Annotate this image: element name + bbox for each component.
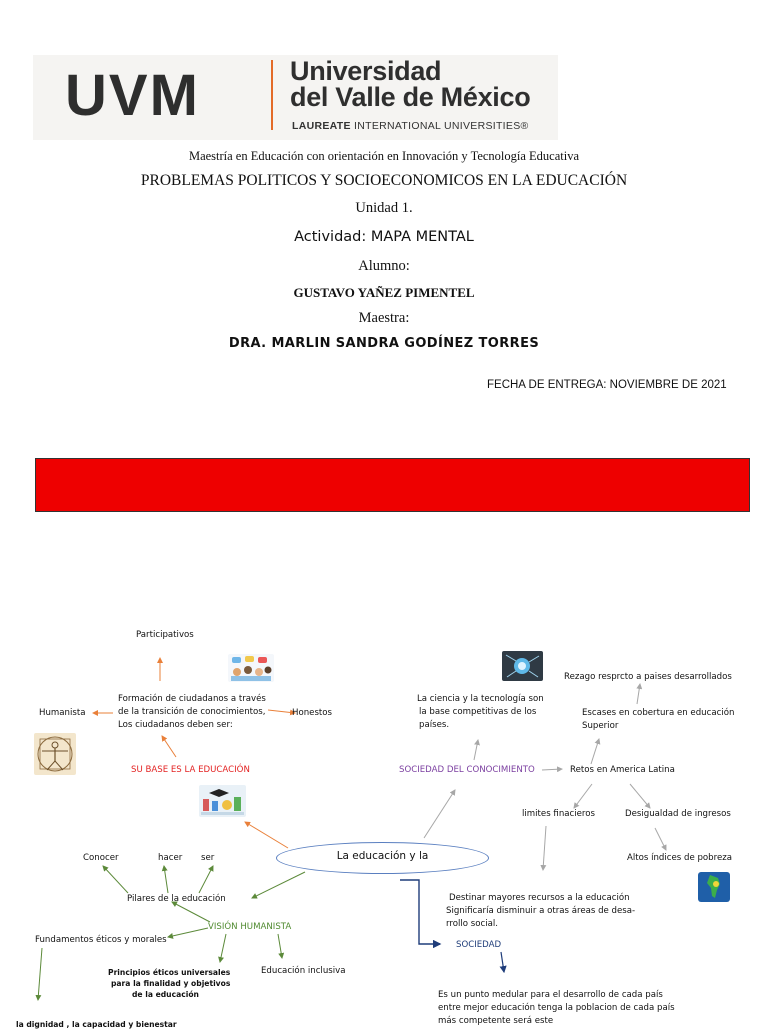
student-name: GUSTAVO YAÑEZ PIMENTEL [293, 285, 475, 300]
logo-name-line1: Universidad [290, 56, 442, 86]
node-pobreza: Altos índices de pobreza [627, 853, 733, 863]
logo-tagline-bold: LAUREATE [292, 120, 351, 132]
course-title: PROBLEMAS POLITICOS Y SOCIOECONOMICOS EN LA EDUCACIÓN [140, 172, 628, 189]
latin-america-map-image [698, 872, 730, 902]
node-principios-line1: Principios éticos universales [108, 968, 231, 977]
node-sociedad: SOCIEDAD [456, 940, 502, 950]
node-escases-line1: Escases en cobertura en educación [582, 708, 735, 718]
node-educacion-inclusiva: Educación inclusiva [261, 966, 346, 976]
node-destinar-line1: Destinar mayores recursos a la educación [449, 893, 630, 903]
node-escases-line2: Superior [582, 721, 619, 731]
logo-name-line2: del Valle de México [290, 82, 531, 112]
due-date: FECHA DE ENTREGA: NOVIEMBRE DE 2021 [487, 379, 727, 391]
node-humanista: Humanista [39, 708, 86, 718]
vitruvian-man-image [34, 733, 76, 775]
node-vision-humanista: VISIÓN HUMANISTA [208, 922, 292, 932]
logo-tagline-rest: INTERNATIONAL UNIVERSITIES® [354, 120, 529, 132]
node-su-base: SU BASE ES LA EDUCACIÓN [131, 765, 250, 775]
node-formacion-line2: de la transición de conocimientos, [118, 707, 266, 717]
node-medular-line3: más competente será este [438, 1016, 554, 1026]
node-desigualdad: Desigualdad de ingresos [625, 809, 731, 819]
node-ciencia-line1: La ciencia y la tecnología son [417, 694, 544, 704]
node-principios-line3: de la educación [132, 990, 199, 999]
node-rezago: Rezago resprcto a paises desarrollados [564, 672, 732, 682]
student-label: Alumno: [358, 258, 410, 274]
center-node-label: La educación y la [336, 850, 429, 862]
node-ser: ser [201, 853, 215, 863]
technology-image [502, 651, 543, 681]
node-honestos: Honestos [292, 708, 333, 718]
uvm-logo-mark: UVM [65, 63, 200, 128]
node-pilares: Pilares de la educación [127, 894, 226, 904]
node-principios-line2: para la finalidad y objetivos [111, 979, 231, 988]
unit-label: Unidad 1. [355, 200, 413, 216]
node-conocer: Conocer [83, 853, 119, 863]
activity-title: Actividad: MAPA MENTAL [294, 229, 474, 245]
node-destinar-line3: rrollo social. [446, 919, 498, 929]
node-ciencia-line3: países. [419, 720, 450, 730]
node-participativos: Participativos [136, 630, 194, 640]
node-destinar-line2: Significaría disminuir a otras áreas de desa- [446, 906, 636, 916]
node-hacer: hacer [158, 853, 183, 863]
teacher-label: Maestra: [358, 310, 410, 326]
node-dignidad-cut: la dignidad , la capacidad y bienestar [16, 1020, 177, 1029]
program-title: Maestría en Educación con orientación en Innovación y Tecnología Educativa [188, 149, 580, 163]
node-fundamentos: Fundamentos éticos y morales [35, 935, 167, 945]
node-medular-line1: Es un punto medular para el desarrollo de cada país [438, 990, 663, 1000]
node-retos: Retos en America Latina [570, 765, 675, 775]
teacher-name: DRA. MARLIN SANDRA GODÍNEZ TORRES [228, 336, 540, 351]
graduation-image [199, 785, 246, 817]
node-formacion-line1: Formación de ciudadanos a través [118, 694, 266, 704]
node-formacion-line3: Los ciudadanos deben ser: [118, 720, 233, 730]
node-sociedad-conocimiento: SOCIEDAD DEL CONOCIMIENTO [399, 765, 535, 775]
social-people-image [228, 654, 274, 682]
node-limites: limites finacieros [522, 809, 596, 819]
node-ciencia-line2: la base competitivas de los [419, 707, 537, 717]
node-medular-line2: entre mejor educación tenga la poblacion de cada país [438, 1003, 675, 1013]
